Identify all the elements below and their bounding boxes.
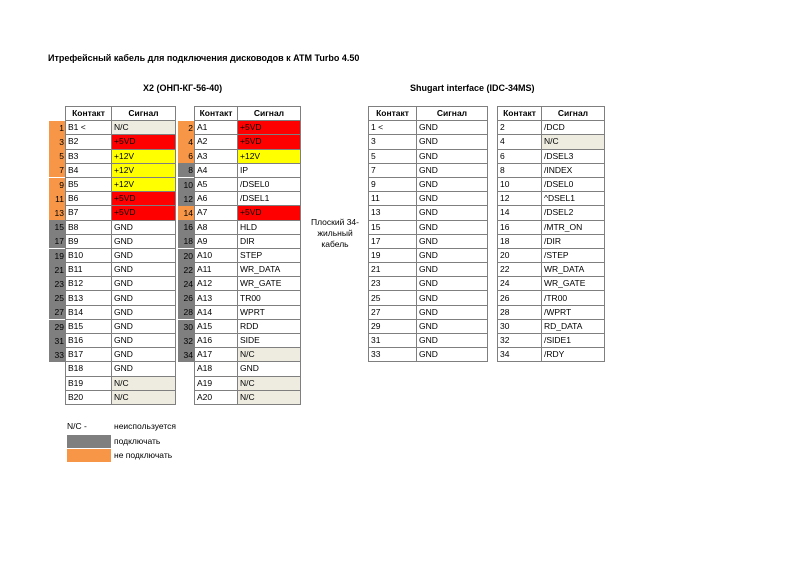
contact-cell: 34 [498, 348, 542, 362]
signal-cell: N/C [238, 348, 301, 362]
pin-number: 26 [178, 291, 194, 305]
signal-cell: GND [417, 348, 488, 362]
table-row [195, 220, 301, 234]
contact-cell: A12 [195, 277, 238, 291]
signal-cell: WR_DATA [238, 263, 301, 277]
signal-cell: GND [112, 334, 176, 348]
contact-cell: B17 [66, 348, 112, 362]
signal-cell: SIDE [238, 334, 301, 348]
pin-number: 22 [178, 263, 194, 277]
signal-cell: GND [112, 277, 176, 291]
contact-cell: 7 [369, 163, 417, 177]
table-row [369, 163, 488, 177]
signal-cell: GND [417, 291, 488, 305]
header-signal: Сигнал [112, 107, 176, 121]
legend-label: неиспользуется [114, 421, 177, 431]
contact-cell: A5 [195, 177, 238, 191]
pin-number: 2 [178, 121, 194, 135]
signal-cell: /RDY [542, 348, 605, 362]
contact-cell: B9 [66, 234, 112, 248]
pin-number: 12 [178, 192, 194, 206]
table-row [66, 234, 176, 248]
table-row [66, 248, 176, 262]
table-row [369, 277, 488, 291]
contact-cell: B6 [66, 192, 112, 206]
signal-cell: GND [112, 234, 176, 248]
contact-cell: 15 [369, 220, 417, 234]
table-row [195, 319, 301, 333]
signal-cell: +12V [112, 177, 176, 191]
table-s2-table [497, 106, 605, 362]
signal-cell: GND [417, 220, 488, 234]
table-row [369, 263, 488, 277]
table-row [66, 291, 176, 305]
table-row [195, 149, 301, 163]
contact-cell: 29 [369, 319, 417, 333]
table-row [369, 248, 488, 262]
signal-cell: GND [417, 163, 488, 177]
signal-cell: +5VD [112, 192, 176, 206]
table-row [498, 192, 605, 206]
signal-cell: DIR [238, 234, 301, 248]
contact-cell: B13 [66, 291, 112, 305]
contact-cell: B19 [66, 376, 112, 390]
shugart-title: Shugart interface (IDC-34MS) [410, 83, 535, 93]
signal-cell: N/C [238, 376, 301, 390]
table-row [369, 348, 488, 362]
contact-cell: B1 < [66, 121, 112, 135]
contact-cell: 3 [369, 135, 417, 149]
pin-number: 11 [49, 192, 65, 206]
contact-cell: A11 [195, 263, 238, 277]
signal-cell: +5VD [238, 121, 301, 135]
table-row [498, 277, 605, 291]
contact-cell: B2 [66, 135, 112, 149]
table-row [66, 348, 176, 362]
signal-cell: RD_DATA [542, 319, 605, 333]
contact-cell: B14 [66, 305, 112, 319]
header-signal: Сигнал [542, 107, 605, 121]
pin-number: 5 [49, 149, 65, 163]
pin-number: 27 [49, 305, 65, 319]
signal-cell: GND [417, 135, 488, 149]
signal-cell: /INDEX [542, 163, 605, 177]
pin-number: 19 [49, 249, 65, 263]
contact-cell: A4 [195, 163, 238, 177]
pin-number: 32 [178, 334, 194, 348]
pin-number: 10 [178, 178, 194, 192]
signal-cell: /WPRT [542, 305, 605, 319]
contact-cell: A1 [195, 121, 238, 135]
signal-cell: GND [112, 305, 176, 319]
signal-cell: GND [417, 121, 488, 135]
pin-number: 13 [49, 206, 65, 220]
legend-swatch-text: N/C - [67, 421, 87, 431]
table-row [195, 376, 301, 390]
contact-cell: 33 [369, 348, 417, 362]
contact-cell: A9 [195, 234, 238, 248]
contact-cell: 13 [369, 206, 417, 220]
contact-cell: A17 [195, 348, 238, 362]
signal-cell: GND [112, 362, 176, 376]
contact-cell: 28 [498, 305, 542, 319]
contact-cell: 8 [498, 163, 542, 177]
contact-cell: B11 [66, 263, 112, 277]
table-row [66, 149, 176, 163]
signal-cell: GND [417, 305, 488, 319]
table-row [369, 206, 488, 220]
contact-cell: B20 [66, 390, 112, 404]
pin-number: 34 [178, 348, 194, 362]
legend-swatch [67, 420, 111, 433]
contact-cell: 30 [498, 319, 542, 333]
signal-cell: GND [112, 220, 176, 234]
contact-cell: A19 [195, 376, 238, 390]
pin-number: 20 [178, 249, 194, 263]
header-signal: Сигнал [417, 107, 488, 121]
table-row [498, 220, 605, 234]
contact-cell: 6 [498, 149, 542, 163]
pin-number: 14 [178, 206, 194, 220]
contact-cell: 26 [498, 291, 542, 305]
table-row [498, 121, 605, 135]
table-row [66, 277, 176, 291]
signal-cell: GND [417, 334, 488, 348]
table-row [66, 206, 176, 220]
signal-cell: /TR00 [542, 291, 605, 305]
table-row [498, 248, 605, 262]
header-signal: Сигнал [238, 107, 301, 121]
table-row [498, 163, 605, 177]
contact-cell: 1 < [369, 121, 417, 135]
contact-cell: 31 [369, 334, 417, 348]
contact-cell: A18 [195, 362, 238, 376]
table-row [195, 362, 301, 376]
table-row [66, 121, 176, 135]
table-row [66, 135, 176, 149]
table-row [498, 177, 605, 191]
signal-cell: /DSEL1 [238, 192, 301, 206]
signal-cell: GND [112, 348, 176, 362]
signal-cell: GND [417, 234, 488, 248]
pin-number: 6 [178, 149, 194, 163]
signal-cell: GND [417, 319, 488, 333]
signal-cell: +5VD [238, 135, 301, 149]
pin-number: 15 [49, 220, 65, 234]
pin-number: 21 [49, 263, 65, 277]
table-row [369, 177, 488, 191]
table-s1-table [368, 106, 488, 362]
pin-number: 7 [49, 163, 65, 177]
table-row [195, 277, 301, 291]
contact-cell: 10 [498, 177, 542, 191]
contact-cell: A13 [195, 291, 238, 305]
signal-cell: /STEP [542, 248, 605, 262]
contact-cell: 19 [369, 248, 417, 262]
signal-cell: WR_GATE [238, 277, 301, 291]
legend-label: подключать [114, 435, 161, 446]
signal-cell: GND [417, 177, 488, 191]
table-row [66, 334, 176, 348]
table-row [498, 135, 605, 149]
signal-cell: GND [417, 248, 488, 262]
table-row [195, 177, 301, 191]
table-row [195, 234, 301, 248]
contact-cell: B8 [66, 220, 112, 234]
contact-cell: 16 [498, 220, 542, 234]
cable-note: Плоский 34-жильный кабель [310, 217, 359, 249]
header-contact: Контакт [195, 107, 238, 121]
table-row [498, 291, 605, 305]
table-row [498, 348, 605, 362]
pin-number: 24 [178, 277, 194, 291]
contact-cell: 24 [498, 277, 542, 291]
pin-number: 31 [49, 334, 65, 348]
table-row [369, 305, 488, 319]
page-title: Итрефейсный кабель для подключения дисководов к ATM Turbo 4.50 [48, 53, 360, 63]
table-row [195, 163, 301, 177]
contact-cell: 12 [498, 192, 542, 206]
contact-cell: 21 [369, 263, 417, 277]
signal-cell: WR_DATA [542, 263, 605, 277]
table-row [66, 192, 176, 206]
table-row [369, 149, 488, 163]
table-row [66, 220, 176, 234]
signal-cell: GND [112, 319, 176, 333]
table-row [498, 206, 605, 220]
contact-cell: A10 [195, 248, 238, 262]
table-row [66, 390, 176, 404]
table-row [195, 348, 301, 362]
contact-cell: A20 [195, 390, 238, 404]
contact-cell: A14 [195, 305, 238, 319]
table-row [66, 362, 176, 376]
table-row [369, 121, 488, 135]
signal-cell: IP [238, 163, 301, 177]
signal-cell: +5VD [112, 135, 176, 149]
contact-cell: B5 [66, 177, 112, 191]
signal-cell: GND [417, 149, 488, 163]
table-row [498, 319, 605, 333]
contact-cell: 14 [498, 206, 542, 220]
contact-cell: B12 [66, 277, 112, 291]
contact-cell: 23 [369, 277, 417, 291]
contact-cell: 2 [498, 121, 542, 135]
signal-cell: HLD [238, 220, 301, 234]
signal-cell: GND [417, 277, 488, 291]
table-row [66, 263, 176, 277]
signal-cell: N/C [112, 390, 176, 404]
table-row [195, 291, 301, 305]
signal-cell: TR00 [238, 291, 301, 305]
header-contact: Контакт [498, 107, 542, 121]
table-a-table [194, 106, 301, 405]
signal-cell: /DSEL3 [542, 149, 605, 163]
contact-cell: B10 [66, 248, 112, 262]
table-row [369, 220, 488, 234]
table-row [369, 192, 488, 206]
signal-cell: GND [112, 291, 176, 305]
table-row [66, 319, 176, 333]
signal-cell: /DSEL2 [542, 206, 605, 220]
signal-cell: N/C [238, 390, 301, 404]
pin-number: 8 [178, 163, 194, 177]
table-row [498, 263, 605, 277]
contact-cell: 27 [369, 305, 417, 319]
table-row [195, 121, 301, 135]
pin-number: 30 [178, 320, 194, 334]
contact-cell: A3 [195, 149, 238, 163]
pin-number: 29 [49, 320, 65, 334]
contact-cell: 9 [369, 177, 417, 191]
pin-number: 23 [49, 277, 65, 291]
table-header-row [66, 107, 176, 121]
contact-cell: A16 [195, 334, 238, 348]
signal-cell: GND [112, 263, 176, 277]
pin-number: 1 [49, 121, 65, 135]
signal-cell: N/C [112, 376, 176, 390]
pin-number: 33 [49, 348, 65, 362]
table-header-row [369, 107, 488, 121]
contact-cell: 32 [498, 334, 542, 348]
contact-cell: B15 [66, 319, 112, 333]
table-header-row [195, 107, 301, 121]
signal-cell: N/C [542, 135, 605, 149]
contact-cell: B18 [66, 362, 112, 376]
contact-cell: 25 [369, 291, 417, 305]
contact-cell: 5 [369, 149, 417, 163]
table-row [195, 135, 301, 149]
signal-cell: /MTR_ON [542, 220, 605, 234]
pin-number: 4 [178, 135, 194, 149]
signal-cell: N/C [112, 121, 176, 135]
signal-cell: +12V [112, 149, 176, 163]
signal-cell: /DSEL0 [238, 177, 301, 191]
pin-number: 25 [49, 291, 65, 305]
table-row [369, 135, 488, 149]
signal-cell: /DIR [542, 234, 605, 248]
contact-cell: A6 [195, 192, 238, 206]
table-row [369, 334, 488, 348]
header-contact: Контакт [66, 107, 112, 121]
signal-cell: +5VD [112, 206, 176, 220]
table-row [195, 390, 301, 404]
signal-cell: WR_GATE [542, 277, 605, 291]
x2-connector-title: X2 (ОНП-КГ-56-40) [143, 83, 223, 93]
legend-swatch [67, 449, 111, 462]
table-row [66, 376, 176, 390]
contact-cell: 18 [498, 234, 542, 248]
pin-number: 18 [178, 234, 194, 248]
table-row [66, 305, 176, 319]
table-row [66, 163, 176, 177]
signal-cell: GND [417, 206, 488, 220]
table-header-row [498, 107, 605, 121]
signal-cell: WPRT [238, 305, 301, 319]
signal-cell: /SIDE1 [542, 334, 605, 348]
table-row [498, 234, 605, 248]
contact-cell: B7 [66, 206, 112, 220]
table-row [195, 305, 301, 319]
pin-number: 3 [49, 135, 65, 149]
contact-cell: A7 [195, 206, 238, 220]
table-row [195, 248, 301, 262]
pin-number: 9 [49, 178, 65, 192]
table-row [498, 149, 605, 163]
contact-cell: B16 [66, 334, 112, 348]
pin-number: 28 [178, 305, 194, 319]
header-contact: Контакт [369, 107, 417, 121]
signal-cell: /DSEL0 [542, 177, 605, 191]
table-row [66, 177, 176, 191]
table-b-table [65, 106, 176, 405]
table-row [369, 291, 488, 305]
table-row [195, 206, 301, 220]
signal-cell: GND [112, 248, 176, 262]
table-row [498, 305, 605, 319]
contact-cell: 20 [498, 248, 542, 262]
pin-number: 17 [49, 234, 65, 248]
signal-cell: RDD [238, 319, 301, 333]
signal-cell: +12V [112, 163, 176, 177]
legend-swatch [67, 435, 111, 448]
table-row [369, 234, 488, 248]
signal-cell: GND [238, 362, 301, 376]
table-row [369, 319, 488, 333]
signal-cell: GND [417, 192, 488, 206]
contact-cell: 4 [498, 135, 542, 149]
table-row [195, 192, 301, 206]
table-row [195, 334, 301, 348]
signal-cell: GND [417, 263, 488, 277]
legend-label: не подключать [114, 450, 173, 460]
contact-cell: A2 [195, 135, 238, 149]
pin-number: 16 [178, 220, 194, 234]
signal-cell: /DCD [542, 121, 605, 135]
signal-cell: STEP [238, 248, 301, 262]
contact-cell: A8 [195, 220, 238, 234]
signal-cell: ^DSEL1 [542, 192, 605, 206]
contact-cell: A15 [195, 319, 238, 333]
table-row [498, 334, 605, 348]
contact-cell: 17 [369, 234, 417, 248]
contact-cell: B4 [66, 163, 112, 177]
signal-cell: +12V [238, 149, 301, 163]
table-row [195, 263, 301, 277]
signal-cell: +5VD [238, 206, 301, 220]
contact-cell: 11 [369, 192, 417, 206]
contact-cell: 22 [498, 263, 542, 277]
contact-cell: B3 [66, 149, 112, 163]
